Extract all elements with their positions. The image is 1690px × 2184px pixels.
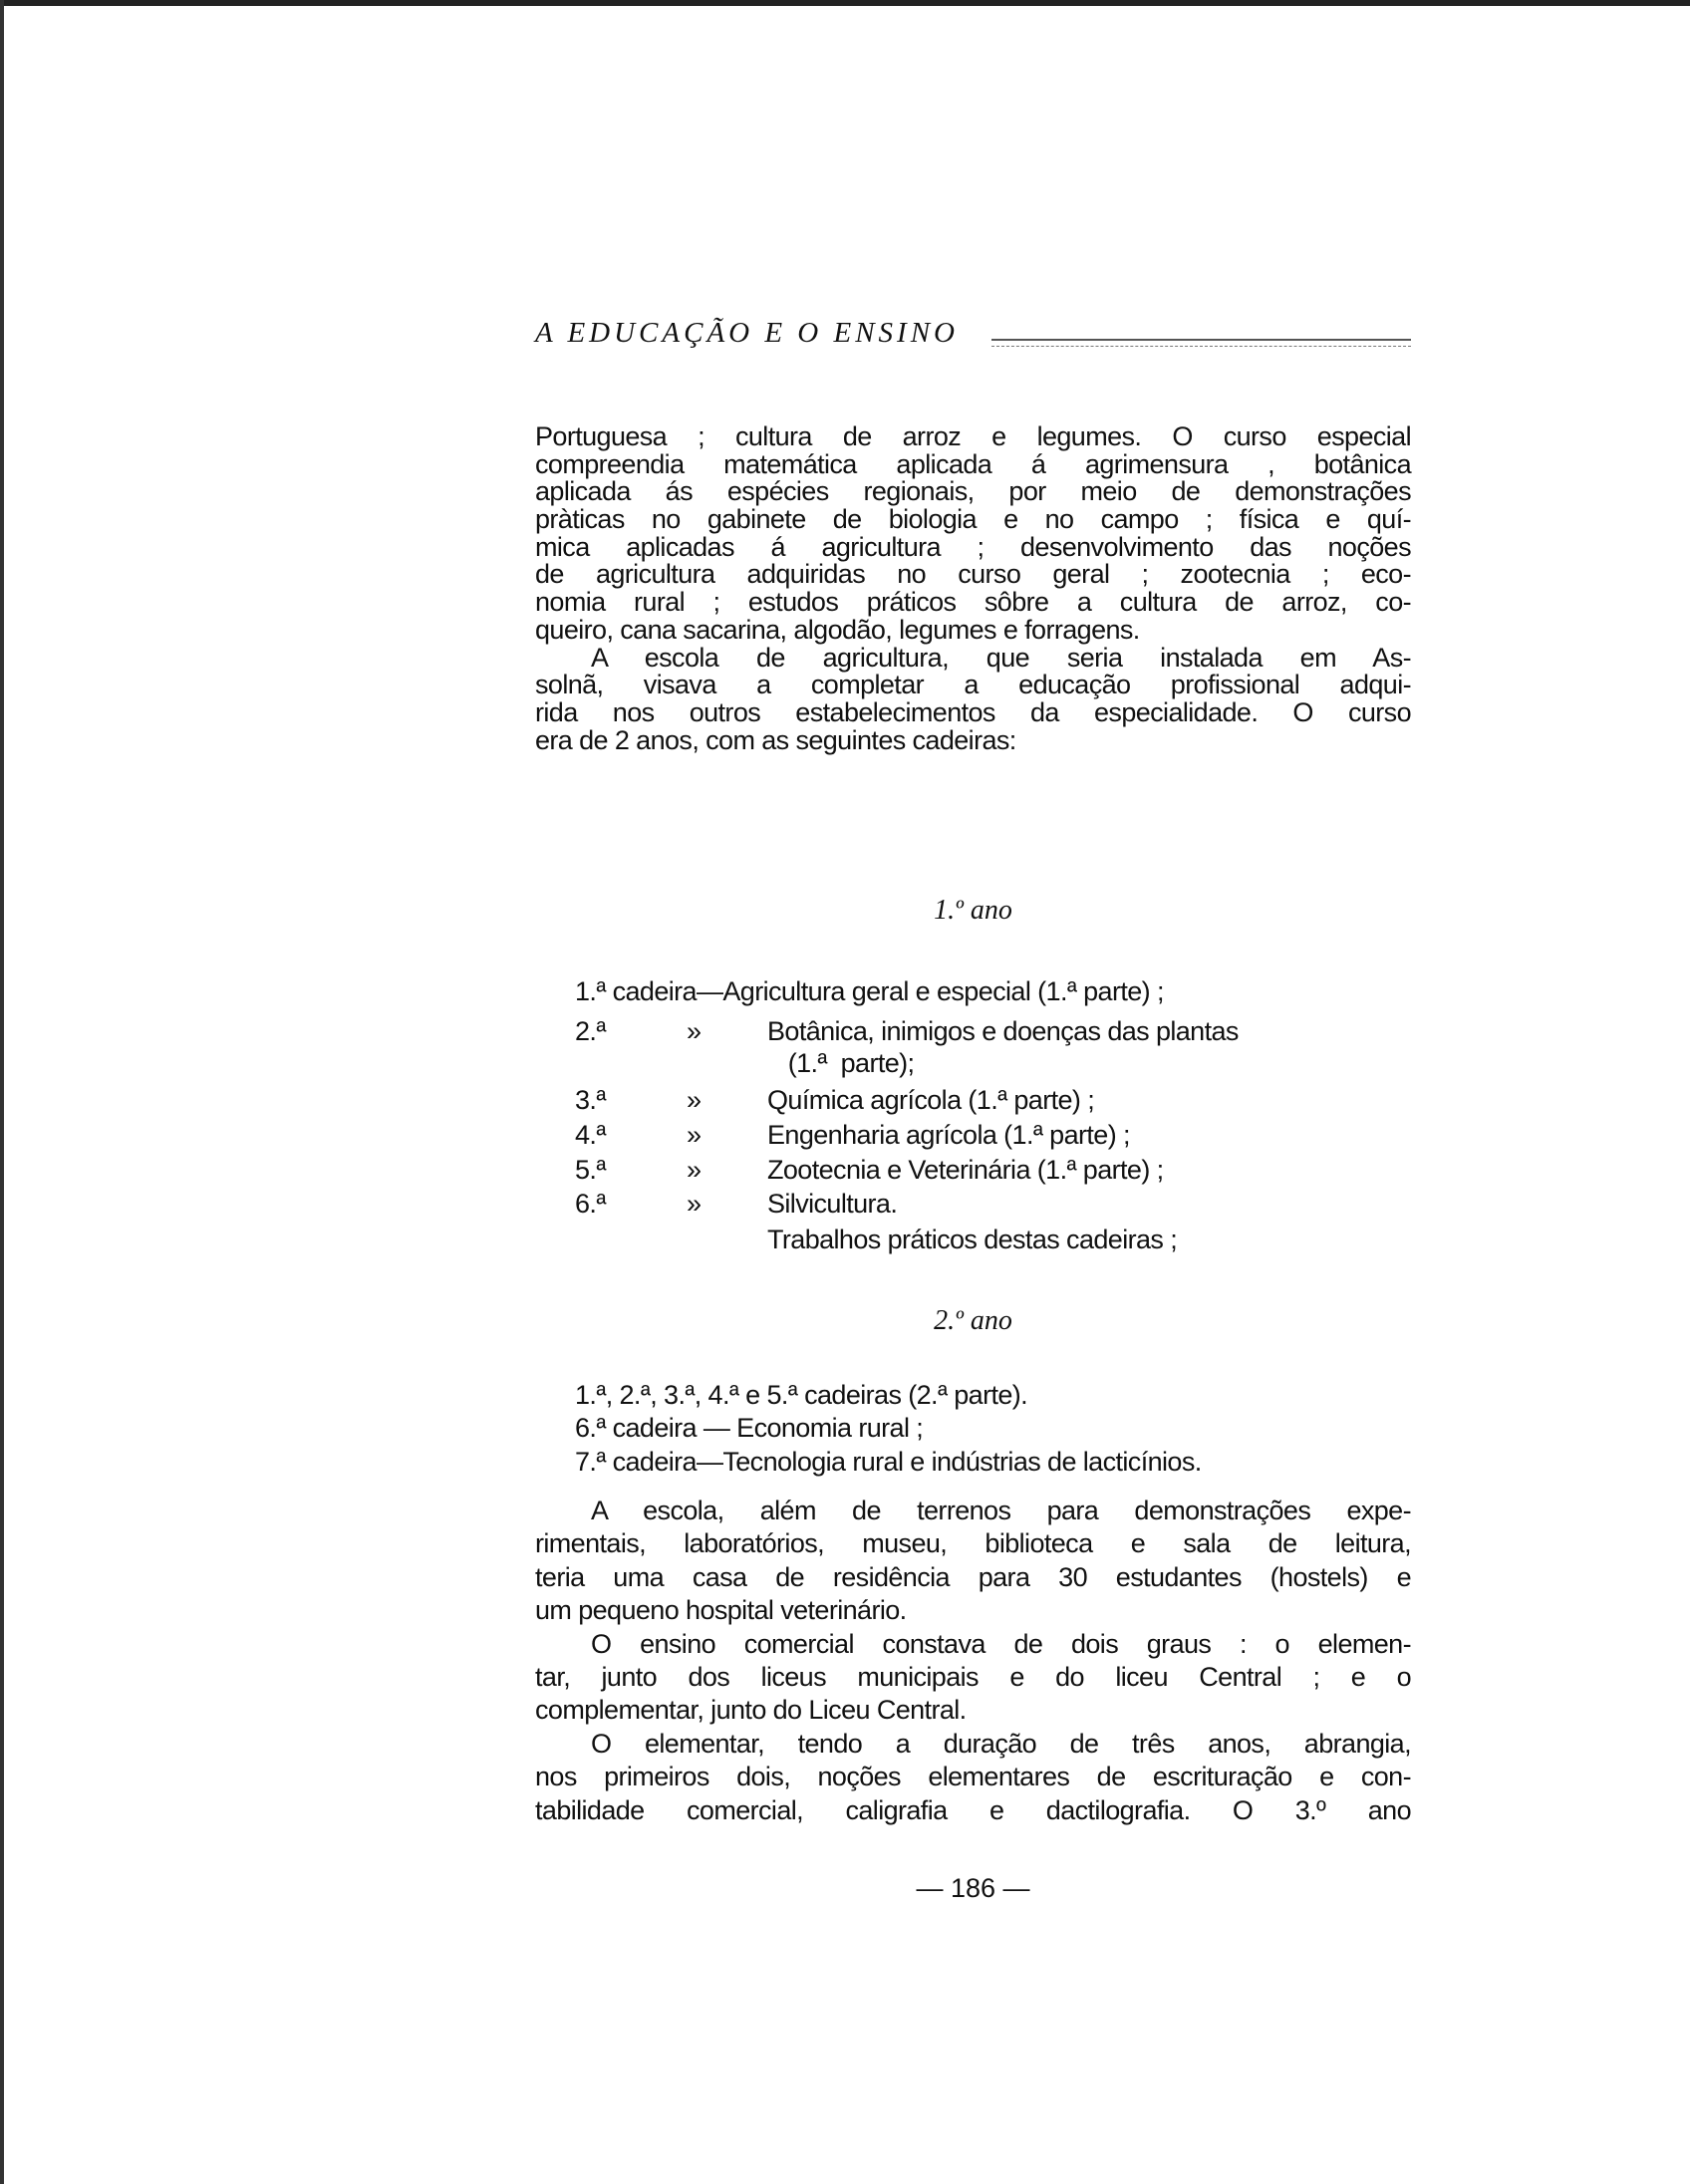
subject-num: 5.ª xyxy=(575,1155,606,1185)
text-line: nos primeiros dois, noções elementares de escrituração e con- xyxy=(535,1762,1411,1792)
subject-text: Química agrícola (1.ª parte) ; xyxy=(767,1085,1095,1115)
text-line: A escola de agricultura, que seria instalada em As- xyxy=(591,642,1411,673)
text-line: nomia rural ; estudos práticos sôbre a cultura de arroz, co- xyxy=(535,587,1411,618)
subject-text: Zootecnia e Veterinária (1.ª parte) ; xyxy=(767,1155,1164,1185)
subject-ditto: » xyxy=(687,1085,702,1115)
running-header: A EDUCAÇÃO E O ENSINO xyxy=(535,317,960,349)
subject-row: 7.ª cadeira—Tecnologia rural e indústrias de lacticínios. xyxy=(575,1446,1202,1477)
year2-heading: 2.º ano xyxy=(934,1305,1012,1336)
subject-ditto: » xyxy=(687,1189,702,1219)
subject-text: Botânica, inimigos e doenças das plantas xyxy=(767,1016,1239,1046)
subject-num: 4.ª xyxy=(575,1120,606,1150)
text-line: solnã, visava a completar a educação profissional adqui- xyxy=(535,670,1411,700)
subject-text: Trabalhos práticos destas cadeiras ; xyxy=(767,1225,1178,1254)
text-line: de agricultura adquiridas no curso geral ; zootecnia ; eco- xyxy=(535,559,1411,590)
text-line: queiro, cana sacarina, algodão, legumes e forragens. xyxy=(535,614,1140,645)
scan-border-left xyxy=(0,0,4,2184)
subject-num: 3.ª xyxy=(575,1085,606,1115)
header-rule xyxy=(991,339,1411,347)
subject-text: Silvicultura. xyxy=(767,1189,898,1219)
paragraph-1 xyxy=(535,423,1411,754)
text-line: rida nos outros estabelecimentos da especialidade. O curso xyxy=(535,696,1411,727)
text-line: O elementar, tendo a duração de três anos, abrangia, xyxy=(591,1728,1411,1759)
text-line: rimentais, laboratórios, museu, biblioteca e sala de leitura, xyxy=(535,1528,1411,1559)
subject-row: 6.ª cadeira — Economia rural ; xyxy=(575,1413,924,1444)
text-line: pràticas no gabinete de biologia e no campo ; física e quí- xyxy=(535,504,1411,535)
text-line: A escola, além de terrenos para demonstrações expe- xyxy=(591,1496,1411,1525)
text-line: Portuguesa ; cultura de arroz e legumes. O curso especial xyxy=(535,421,1411,451)
scan-border-top xyxy=(0,0,1690,6)
text-line: aplicada ás espécies regionais, por meio de demonstrações xyxy=(535,476,1411,507)
text-line: tar, junto dos liceus municipais e do liceu Central ; e o xyxy=(535,1661,1411,1692)
text-line: um pequeno hospital veterinário. xyxy=(535,1595,907,1626)
subject-ditto: » xyxy=(687,1016,702,1046)
page-number: — 186 — xyxy=(916,1873,1030,1903)
text-line: complementar, junto do Liceu Central. xyxy=(535,1695,967,1726)
subject-num: 6.ª xyxy=(575,1189,606,1219)
text-line: tabilidade comercial, caligrafia e dactilografia. O 3.º ano xyxy=(535,1794,1411,1825)
text-line: compreendia matemática aplicada á agrimensura , botânica xyxy=(535,448,1411,479)
subject-text: Engenharia agrícola (1.ª parte) ; xyxy=(767,1120,1130,1150)
year2-subject-list xyxy=(575,1379,1202,1479)
subject-ditto: » xyxy=(687,1155,702,1185)
text-line: teria uma casa de residência para 30 estudantes (hostels) e xyxy=(535,1561,1411,1592)
subject-num: 2.ª xyxy=(575,1016,606,1046)
text-line: mica aplicadas á agricultura ; desenvolvimento das noções xyxy=(535,531,1411,562)
subject-row: 1.ª, 2.ª, 3.ª, 4.ª e 5.ª cadeiras (2.ª parte). xyxy=(575,1380,1028,1410)
text-line: O ensino comercial constava de dois graus : o elemen- xyxy=(591,1628,1411,1659)
text-line: era de 2 anos, com as seguintes cadeiras: xyxy=(535,724,1016,755)
subject-num: 1.ª cadeira—Agricultura geral e especial (1.ª parte) ; xyxy=(575,976,1164,1006)
subject-ditto: » xyxy=(687,1120,702,1150)
paragraph-2 xyxy=(535,1495,1411,1827)
year1-heading: 1.º ano xyxy=(934,895,1012,926)
subject-text: (1.ª parte); xyxy=(767,1048,915,1078)
